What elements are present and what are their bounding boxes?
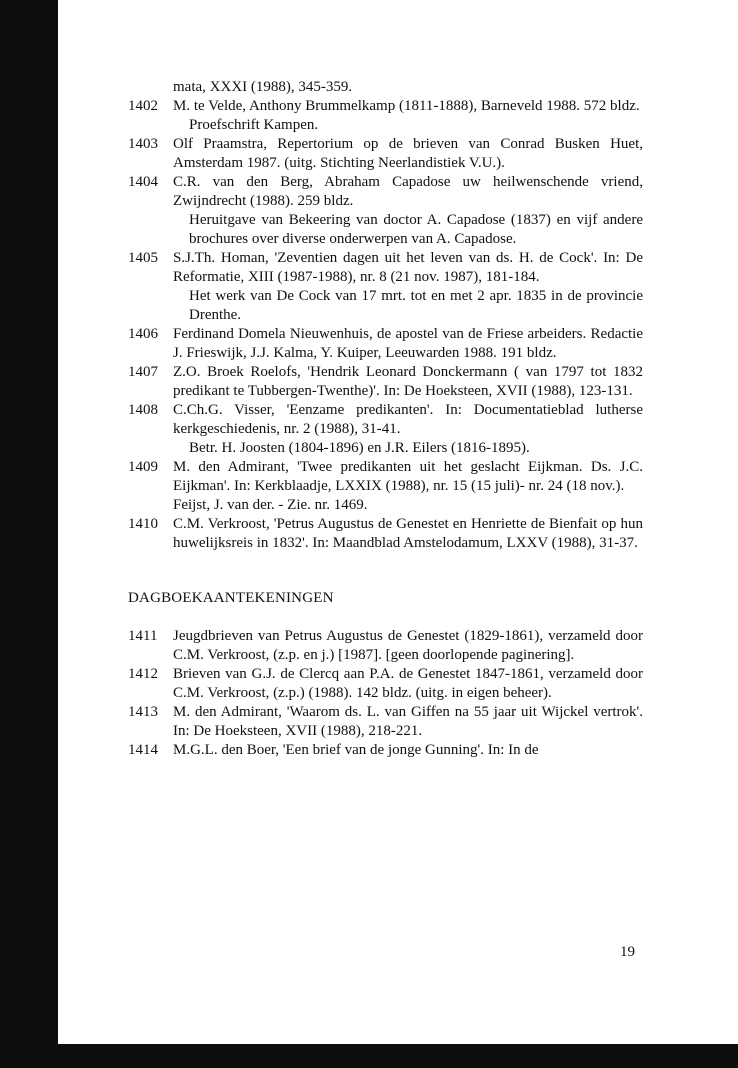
entry-text: S.J.Th. Homan, 'Zeventien dagen uit het leven van ds. H. de Cock'. In: De Reformatie, XIII (1987-1988), nr. 8 (21 nov. 1987), 181-184. [173,250,643,285]
entry-note: Betr. H. Joosten (1804-1896) en J.R. Eilers (1816-1895). [189,440,530,456]
entry-number: 1404 [128,174,158,190]
entry-text: Brieven van G.J. de Clercq aan P.A. de Genestet 1847-1861, verzameld door C.M. Verkroost, (z.p.) (1988). 142 bldz. (uitg. in eigen beheer). [173,666,643,701]
entries-group-a [128,97,648,496]
entry-note: Heruitgave van Bekeering van doctor A. Capadose (1837) en vijf andere brochures over diverse onderwerpen van A. Capadose. [189,212,643,247]
bib-entry-1405 [128,249,643,325]
continuation-line: mata, XXXI (1988), 345-359. [173,79,353,95]
entry-number: 1405 [128,250,158,266]
entry-text: M. den Admirant, 'Waarom ds. L. van Giffen na 55 jaar uit Wijckel vertrok'. In: De Hoeksteen, XVII (1988), 218-221. [173,704,643,739]
entry-text: C.M. Verkroost, 'Petrus Augustus de Genestet en Henriette de Bienfait op hun huwelijksreis in 1832'. In: Maandblad Amstelodamum, LXXV (1988), 31-37. [173,516,643,551]
entry-number: 1411 [128,628,158,644]
section-heading: DAGBOEKAANTEKENINGEN [128,590,334,606]
bib-entry-1403 [128,135,643,173]
entry-number: 1412 [128,666,158,682]
entry-number: 1409 [128,459,158,475]
entry-text: M.G.L. den Boer, 'Een brief van de jonge Gunning'. In: In de [173,742,539,758]
entries-group-c [128,627,648,760]
entry-text: Olf Praamstra, Repertorium op de brieven van Conrad Busken Huet, Amsterdam 1987. (uitg. Stichting Neerlandistiek V.U.). [173,136,643,171]
entry-number: 1402 [128,98,158,114]
bib-entry-1410 [128,515,643,553]
entry-number: 1406 [128,326,158,342]
bib-entry-1407 [128,363,643,401]
entry-text: C.R. van den Berg, Abraham Capadose uw heilwenschende vriend, Zwijndrecht (1988). 259 bldz. [173,174,643,209]
entry-note: Proefschrift Kampen. [189,117,319,133]
bib-entry-1402 [128,97,643,135]
bib-entry-1404 [128,173,643,249]
bib-entry-1408 [128,401,643,458]
bib-entry-1406 [128,325,643,363]
entry-number: 1414 [128,742,158,758]
entry-text: M. den Admirant, 'Twee predikanten uit het geslacht Eijkman. Ds. J.C. Eijkman'. In: Kerkblaadje, LXXIX (1988), nr. 15 (15 juli)- nr. 24 (18 nov.). [173,459,643,494]
entry-number: 1407 [128,364,158,380]
bib-entry-1412 [128,665,643,703]
scan-edge-bottom [0,1044,738,1068]
bib-entry-1411 [128,627,643,665]
page-number: 19 [620,944,635,960]
entry-note: Het werk van De Cock van 17 mrt. tot en met 2 apr. 1835 in de provincie Drenthe. [189,288,643,323]
entry-text: M. te Velde, Anthony Brummelkamp (1811-1888), Barneveld 1988. 572 bldz. [173,98,640,114]
entry-number: 1403 [128,136,158,152]
bib-entry-1413 [128,703,643,741]
cross-reference: Feijst, J. van der. - Zie. nr. 1469. [173,497,368,513]
bib-entry-1414 [128,741,643,760]
bibliography-page [128,78,648,760]
entry-text: C.Ch.G. Visser, 'Eenzame predikanten'. In: Documentatieblad lutherse kerkgeschiedenis, nr. 2 (1988), 31-41. [173,402,643,437]
entry-text: Z.O. Broek Roelofs, 'Hendrik Leonard Donckermann ( van 1797 tot 1832 predikant te Tubbergen-Twenthe)'. In: De Hoeksteen, XVII (1988), 123-131. [173,364,643,399]
bib-entry-1409 [128,458,643,496]
entry-text: Ferdinand Domela Nieuwenhuis, de apostel van de Friese arbeiders. Redactie J. Frieswijk, J.J. Kalma, Y. Kuiper, Leeuwarden 1988. 191 bldz. [173,326,643,361]
entry-number: 1413 [128,704,158,720]
entry-number: 1408 [128,402,158,418]
scan-edge-left [0,0,58,1068]
entry-text: Jeugdbrieven van Petrus Augustus de Genestet (1829-1861), verzameld door C.M. Verkroost, (z.p. en j.) [1987]. [geen doorlopende paginering]. [173,628,643,663]
entry-number: 1410 [128,516,158,532]
